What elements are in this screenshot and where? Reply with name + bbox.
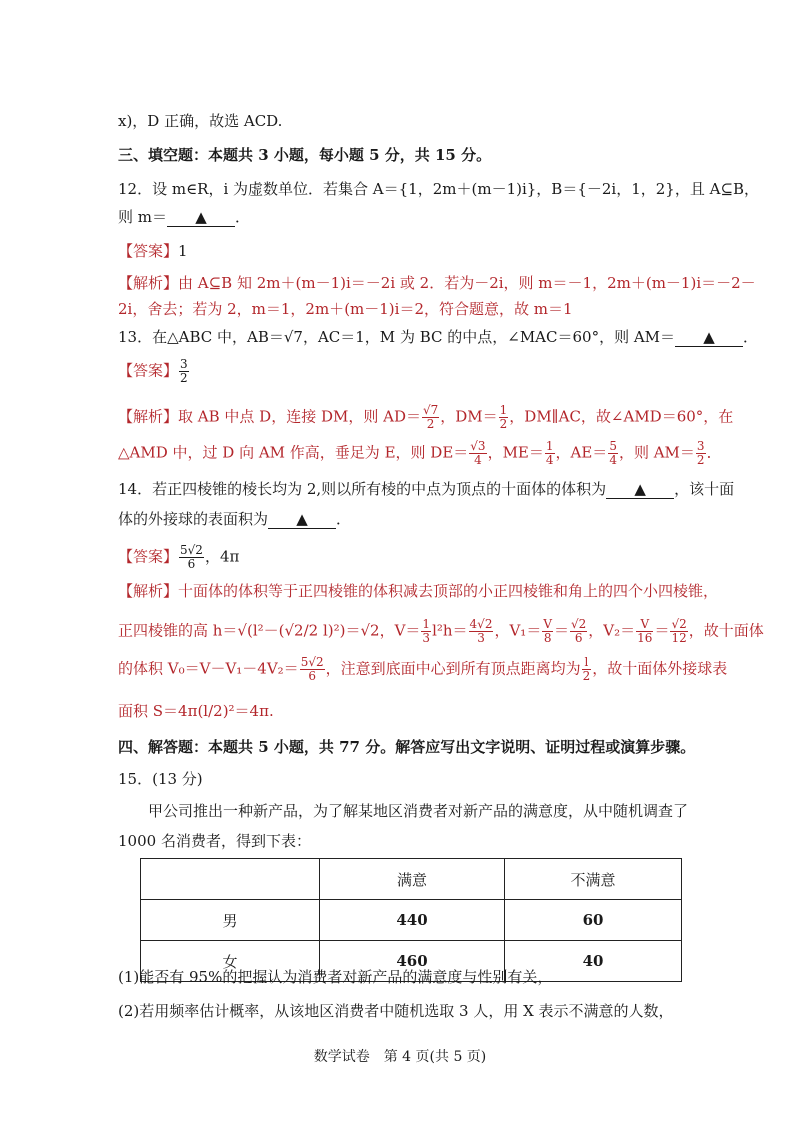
q15-para-2: 1000 名消费者，得到下表： [118,832,311,850]
answer-tag: 【答案】 [118,242,179,260]
section4-heading: 四、解答题：本题共 5 小题，共 77 分。解答应写出文字说明、证明过程或演算步骤。 [118,738,696,756]
prev-answer-tail: x)，D 正确，故选 ACD. [118,112,283,130]
q14-analysis-3: 的体积 V₀＝V－V₁－4V₂＝ $\frac{5√2}{6}$ ，注意到底面中心到所有顶点距离均为 $\frac{l}{2}$ ，故十面体外接球表 [118,655,728,683]
table-header-cell [141,859,320,900]
q15-label: 15．(13 分) [118,770,203,788]
section3-heading: 三、填空题：本题共 3 小题，每小题 5 分，共 15 分。 [118,146,492,164]
q13-analysis-2: △AMD 中，过 D 向 AM 作高，垂足为 E，则 DE＝ $\frac{√3}{4}$ ，ME＝ $\frac{1}{4}$ ，AE＝ $\frac{5}{4}$ ，则 AM＝ $\frac{3}{2}$ ． [118,439,722,467]
page-footer: 数学试卷 第 4 页(共 5 页) [313,1049,487,1065]
table-cell: 40 [505,941,682,982]
q12-answer-value: 1 [178,242,188,260]
q12-prefix: 则 m＝ [118,208,167,226]
q14-line1: 14．若正四棱锥的棱长均为 2,则以所有棱的中点为顶点的十面体的体积为 ▲ ，该十面 [118,480,735,498]
table-cell: 60 [505,900,682,941]
table-cell: 女 [141,941,320,982]
q14-line2: 体的外接球的表面积为 ▲ ． [118,510,352,528]
satisfaction-table [140,858,682,982]
q13-answer: 【答案】 $\frac{3}{2}$ [118,357,188,385]
q12-answer-blank: ▲ [167,208,235,227]
table-header-cell: 满意 [320,859,505,900]
table-row [141,900,682,941]
q13-answer-blank: ▲ [675,328,743,347]
q13-answer-fraction: $\frac{3}{2}$ [180,357,188,385]
q12-line2: 则 m＝ ▲ ． [118,208,251,226]
q14-area-blank: ▲ [268,510,336,529]
table-header-row [141,859,682,900]
table-cell: 440 [320,900,505,941]
q14-analysis-1: 【解析】十面体的体积等于正四棱锥的体积减去顶部的小正四棱锥和角上的四个小四棱锥， [118,582,719,600]
q15-sub-1: (1)能否有 95%的把握认为消费者对新产品的满意度与性别有关， [118,968,553,986]
q14-volume-blank: ▲ [606,480,674,499]
q14-analysis-4: 面积 S＝4π(l/2)²＝4π. [118,702,274,720]
analysis-tag: 【解析】 [118,274,179,292]
q12-analysis-2: 2i，舍去；若为 2，m＝1，2m＋(m－1)i＝2，符合题意，故 m＝1 [118,300,573,318]
q13-line1: 13．在△ABC 中，AB＝√7，AC＝1，M 为 BC 的中点，∠MAC＝60°，则 AM＝ ▲ ． [118,328,759,346]
table-header-cell: 不满意 [505,859,682,900]
q15-sub-2: (2)若用频率估计概率，从该地区消费者中随机选取 3 人，用 X 表示不满意的人数， [118,1002,674,1020]
q12-answer [118,240,188,262]
table-cell: 男 [141,900,320,941]
q13-analysis-1: 【解析】取 AB 中点 D，连接 DM，则 AD＝ $\frac{√7}{2}$ ，DM＝ $\frac{1}{2}$ ，DM∥AC，故∠AMD＝60°，在 [118,403,734,431]
q12-line1: 12．设 m∈R，i 为虚数单位．若集合 A＝{1，2m＋(m－1)i}，B＝{－2i，1，2}，且 A⊆B， [118,180,760,198]
q14-answer: 【答案】 $\frac{5√2}{6}$ ，4π [118,543,240,571]
table-cell: 460 [320,941,505,982]
q15-para-1: 甲公司推出一种新产品，为了解某地区消费者对新产品的满意度，从中随机调查了 [148,802,689,820]
q14-analysis-2: 正四棱锥的高 h＝√(l²－(√2/2 l)²)＝√2，V＝ $\frac{1}{3}$ l²h＝ $\frac{4√2}{3}$ ，V₁＝ $\frac{V}{8}$ ＝ $\frac{√2}{6}$ ，V₂＝ $\frac{V}{16}$ ＝ $\frac{√2}{12}$ ，故十面体 [118,617,764,645]
q12-analysis-1: 【解析】由 A⊆B 知 2m＋(m－1)i＝－2i 或 2．若为－2i，则 m＝－1，2m＋(m－1)i＝－2－ [118,274,756,292]
